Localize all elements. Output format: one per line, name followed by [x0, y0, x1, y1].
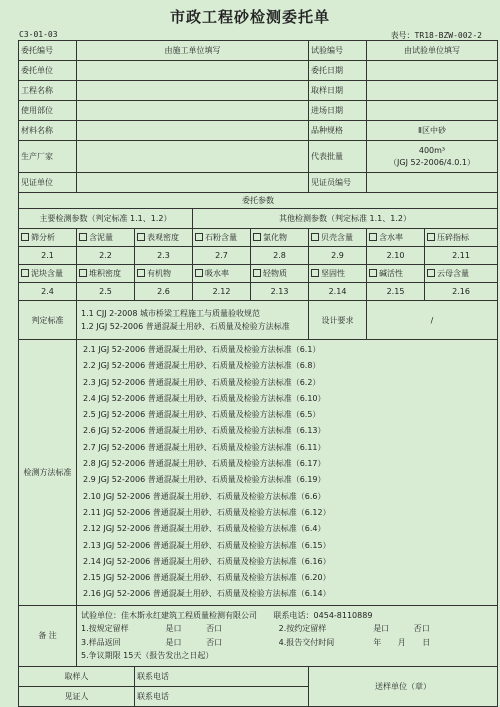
witness-unit-field[interactable]: [77, 173, 309, 193]
checkbox-icon[interactable]: [369, 269, 377, 277]
doc-code: C3-01-03: [19, 30, 58, 39]
checkbox-icon[interactable]: [253, 269, 261, 277]
client-unit-label: 委托单位: [19, 61, 77, 81]
design-label: 设计要求: [309, 301, 367, 340]
param-code: 2.16: [425, 283, 498, 301]
param-checkbox[interactable]: [425, 265, 498, 283]
param-checkbox[interactable]: [193, 229, 251, 247]
param-checkbox[interactable]: [251, 229, 309, 247]
checkbox-icon[interactable]: [137, 233, 145, 241]
judge-standard-2: 1.2 JGJ 52-2006 普通混凝土用砂、石质量及检验方法标准: [81, 322, 290, 331]
note-3-no[interactable]: 否口: [206, 637, 223, 647]
client-date-label: 委托日期: [309, 61, 367, 81]
test-no-label: 试验编号: [309, 41, 367, 61]
method-list: [77, 340, 498, 606]
param-checkbox[interactable]: [77, 265, 135, 283]
checkbox-icon[interactable]: [137, 269, 145, 277]
param-checkbox[interactable]: [309, 265, 367, 283]
params-header: 委托参数: [19, 193, 498, 209]
method-item: 2.15 JGJ 52-2006 普通混凝土用砂、石质量及检验方法标准（6.20）: [83, 573, 331, 583]
note-3-yes[interactable]: 是口: [165, 637, 182, 647]
param-code: 2.10: [367, 247, 425, 265]
notes-body: [77, 605, 498, 666]
param-label: 有机物: [147, 269, 171, 278]
param-label: 贝壳含量: [321, 233, 353, 242]
design-field[interactable]: /: [367, 301, 498, 340]
spec-label: 品种规格: [309, 121, 367, 141]
method-item: 2.3 JGJ 52-2006 普通混凝土用砂、石质量及检验方法标准（6.2）: [83, 377, 321, 387]
param-label: 碱活性: [379, 269, 403, 278]
param-label: 含泥量: [89, 233, 113, 242]
method-label: 检测方法标准: [19, 340, 77, 606]
witness-no-field[interactable]: [367, 173, 498, 193]
method-item: 2.14 JGJ 52-2006 普通混凝土用砂、石质量及检验方法标准（6.16）: [83, 556, 331, 566]
checkbox-icon[interactable]: [21, 269, 29, 277]
note-4-year: 年: [373, 637, 382, 647]
maker-field[interactable]: [77, 141, 309, 173]
method-item: 2.12 JGJ 52-2006 普通混凝土用砂、石质量及检验方法标准（6.4）: [83, 524, 326, 534]
receive-unit-label: 送样单位（章）: [309, 666, 498, 706]
param-label: 轻物质: [263, 269, 287, 278]
method-item: 2.10 JGJ 52-2006 普通混凝土用砂、石质量及检验方法标准（6.6）: [83, 491, 326, 501]
test-unit-phone: 联系电话：0454-8110889: [273, 610, 373, 620]
method-item: 2.7 JGJ 52-2006 普通混凝土用砂、石质量及检验方法标准（6.11）: [83, 442, 326, 452]
method-item: 2.9 JGJ 52-2006 普通混凝土用砂、石质量及检验方法标准（6.19）: [83, 475, 326, 485]
param-checkbox[interactable]: [309, 229, 367, 247]
checkbox-icon[interactable]: [253, 233, 261, 241]
note-1-yes[interactable]: 是口: [165, 624, 182, 634]
client-no-field[interactable]: 由施工单位填写: [77, 41, 309, 61]
witness-label: 见证人: [19, 686, 135, 706]
note-1: 1.按规定留样: [81, 624, 129, 634]
param-code: 2.1: [19, 247, 77, 265]
witness-no-label: 见证员编号: [309, 173, 367, 193]
method-item: 2.16 JGJ 52-2006 普通混凝土用砂、石质量及检验方法标准（6.14）: [83, 589, 331, 599]
param-code: 2.13: [251, 283, 309, 301]
param-label: 云母含量: [437, 269, 469, 278]
project-field[interactable]: [77, 81, 309, 101]
param-checkbox[interactable]: [251, 265, 309, 283]
param-code: 2.5: [77, 283, 135, 301]
client-date-field[interactable]: [367, 61, 498, 81]
param-code: 2.7: [193, 247, 251, 265]
witness-unit-label: 见证单位: [19, 173, 77, 193]
checkbox-icon[interactable]: [79, 269, 87, 277]
method-item: 2.11 JGJ 52-2006 普通混凝土用砂、石质量及检验方法标准（6.12）: [83, 507, 331, 517]
param-code: 2.8: [251, 247, 309, 265]
param-label: 压碎指标: [437, 233, 469, 242]
checkbox-icon[interactable]: [311, 269, 319, 277]
param-checkbox[interactable]: [135, 229, 193, 247]
sample-date-field[interactable]: [367, 81, 498, 101]
param-label: 表观密度: [147, 233, 179, 242]
method-item: 2.2 JGJ 52-2006 普通混凝土用砂、石质量及检验方法标准（6.8）: [83, 361, 321, 371]
checkbox-icon[interactable]: [195, 269, 203, 277]
commission-form-table: [18, 40, 498, 707]
checkbox-icon[interactable]: [311, 233, 319, 241]
param-checkbox[interactable]: [135, 265, 193, 283]
note-2-yes[interactable]: 是口: [373, 624, 390, 634]
spec-field[interactable]: Ⅱ区中砂: [367, 121, 498, 141]
param-label: 筛分析: [31, 233, 55, 242]
method-item: 2.4 JGJ 52-2006 普通混凝土用砂、石质量及检验方法标准（6.10）: [83, 393, 326, 403]
param-label: 含水率: [379, 233, 403, 242]
note-2-no[interactable]: 否口: [413, 624, 430, 634]
note-2: 2.按约定留样: [278, 624, 327, 634]
form-title: 市政工程砂检测委托单: [169, 8, 330, 26]
note-4: 4.报告交付时间: [278, 637, 335, 647]
param-checkbox[interactable]: [193, 265, 251, 283]
checkbox-icon[interactable]: [427, 269, 435, 277]
method-item: 2.13 JGJ 52-2006 普通混凝土用砂、石质量及检验方法标准（6.15）: [83, 540, 331, 550]
param-code: 2.6: [135, 283, 193, 301]
param-code: 2.3: [135, 247, 193, 265]
checkbox-icon[interactable]: [79, 233, 87, 241]
material-label: 材料名称: [19, 121, 77, 141]
method-item: 2.6 JGJ 52-2006 普通混凝土用砂、石质量及检验方法标准（6.13）: [83, 426, 326, 436]
rep-label: 代表批量: [309, 141, 367, 173]
use-part-field[interactable]: [77, 101, 309, 121]
method-item: 2.5 JGJ 52-2006 普通混凝土用砂、石质量及检验方法标准（6.5）: [83, 410, 321, 420]
param-label: 坚固性: [321, 269, 345, 278]
method-item: 2.8 JGJ 52-2006 普通混凝土用砂、石质量及检验方法标准（6.17）: [83, 459, 326, 469]
judge-standard-1: 1.1 CJJ 2-2008 城市桥梁工程施工与质量验收规范: [81, 309, 260, 318]
param-checkbox[interactable]: [19, 265, 77, 283]
judge-label: 判定标准: [19, 301, 77, 340]
maker-label: 生产厂家: [19, 141, 77, 173]
param-checkbox[interactable]: [367, 265, 425, 283]
param-checkbox[interactable]: [19, 229, 77, 247]
note-4-month: 月: [397, 637, 406, 647]
other-params-header: 其他检测参数（判定标准 1.1、1.2）: [193, 209, 498, 229]
param-code: 2.2: [77, 247, 135, 265]
param-label: 吸水率: [205, 269, 229, 278]
checkbox-icon[interactable]: [369, 233, 377, 241]
test-unit: 试验单位：佳木斯永红建筑工程质量检测有限公司: [81, 610, 257, 620]
method-item: 2.1 JGJ 52-2006 普通混凝土用砂、石质量及检验方法标准（6.1）: [83, 345, 321, 354]
param-checkbox[interactable]: [425, 229, 498, 247]
param-checkbox[interactable]: [367, 229, 425, 247]
use-part-label: 使用部位: [19, 101, 77, 121]
checkbox-icon[interactable]: [427, 233, 435, 241]
param-code: 2.4: [19, 283, 77, 301]
arrival-date-field[interactable]: [367, 101, 498, 121]
checkbox-icon[interactable]: [195, 233, 203, 241]
note-3: 3.样品返回: [81, 637, 121, 647]
project-label: 工程名称: [19, 81, 77, 101]
material-field[interactable]: [77, 121, 309, 141]
param-label: 氯化物: [263, 233, 287, 242]
form-number: 表号：TR18-BZW-002-2: [390, 31, 482, 40]
rep-value: 400m³: [418, 145, 446, 155]
param-code: 2.12: [193, 283, 251, 301]
checkbox-icon[interactable]: [21, 233, 29, 241]
rep-standard: （JGJ 52-2006/4.0.1）: [389, 157, 475, 167]
param-label: 堆积密度: [89, 269, 121, 278]
param-label: 石粉含量: [205, 233, 237, 242]
param-code: 2.14: [309, 283, 367, 301]
note-4-day: 日: [422, 637, 431, 647]
notes-label: 备 注: [19, 605, 77, 666]
client-no-label: 委托编号: [19, 41, 77, 61]
client-unit-field[interactable]: [77, 61, 309, 81]
param-code: 2.9: [309, 247, 367, 265]
main-params-header: 主要检测参数（判定标准 1.1、1.2）: [19, 209, 193, 229]
param-code: 2.11: [425, 247, 498, 265]
param-checkbox[interactable]: [77, 229, 135, 247]
note-1-no[interactable]: 否口: [206, 624, 223, 634]
test-no-field[interactable]: 由试验单位填写: [367, 41, 498, 61]
arrival-date-label: 进场日期: [309, 101, 367, 121]
judge-standards: [77, 301, 309, 340]
param-code: 2.15: [367, 283, 425, 301]
witness-phone-label: 联系电话: [135, 686, 309, 706]
note-5: 5.争议期限 15天（报告发出之日起）: [81, 651, 214, 661]
sample-date-label: 取样日期: [309, 81, 367, 101]
sampler-label: 取样人: [19, 666, 135, 686]
sampler-phone-label: 联系电话: [135, 666, 309, 686]
param-label: 泥块含量: [31, 269, 63, 278]
rep-field[interactable]: [367, 141, 498, 173]
